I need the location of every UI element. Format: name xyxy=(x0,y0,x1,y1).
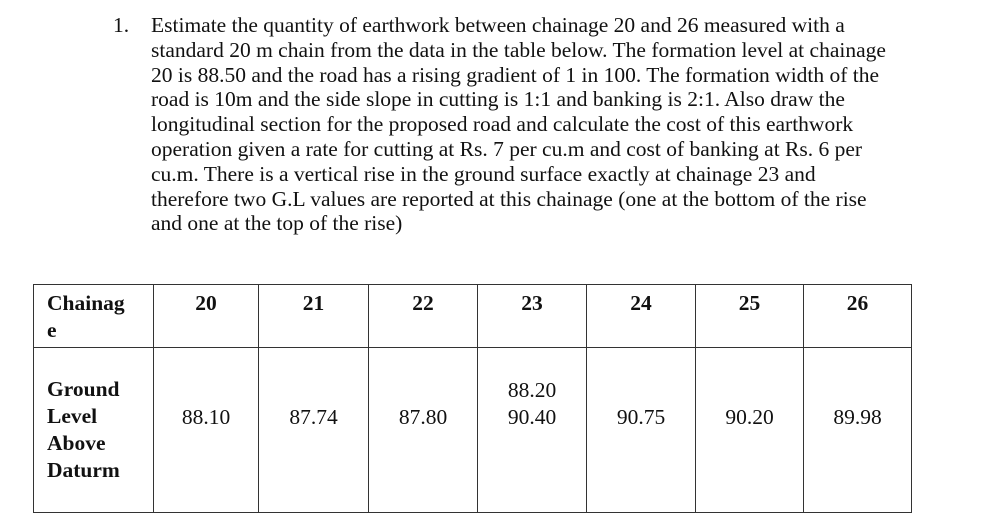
question-line: Estimate the quantity of earthwork between chainage 20 and 26 measured with a xyxy=(151,13,845,37)
row-label: Above xyxy=(47,431,106,455)
chainage-row xyxy=(34,285,912,348)
chainage-header-label: Chainag xyxy=(47,291,125,315)
ground-level-value: 90.75 xyxy=(616,405,666,429)
chainage-cell: 20 xyxy=(154,285,259,348)
chainage-header-label: e xyxy=(47,318,57,342)
question-line: and one at the top of the rise) xyxy=(151,211,403,236)
ground-level-cell xyxy=(478,348,587,513)
ground-level-value: 89.98 xyxy=(833,405,882,429)
question-line: cu.m. There is a vertical rise in the ground surface exactly at chainage 23 and xyxy=(151,161,816,186)
row-label: Level xyxy=(47,404,98,428)
ground-level-value: 87.74 xyxy=(289,405,338,429)
ground-level-header-cell xyxy=(34,348,154,513)
chainage-cell: 21 xyxy=(259,285,369,348)
question-line: therefore two G.L values are reported at this chainage (one at the bottom of the rise xyxy=(151,186,867,211)
row-label: Ground xyxy=(47,377,120,401)
chainage-cell: 24 xyxy=(587,285,696,348)
ground-level-value: 90.20 xyxy=(725,405,774,429)
chainage-cell: 26 xyxy=(804,285,912,348)
question-number: 1. xyxy=(113,13,130,37)
ground-level-value: 87.80 xyxy=(398,405,448,429)
chainage-table xyxy=(33,284,912,513)
ground-level-cell xyxy=(696,348,804,513)
ground-level-value: 88.10 xyxy=(181,405,231,429)
question-line: longitudinal section for the proposed road and calculate the cost of this earthwork xyxy=(151,112,854,137)
ground-level-cell xyxy=(587,348,696,513)
ground-level-row xyxy=(34,348,912,513)
ground-level-cell xyxy=(259,348,369,513)
question-line: 20 is 88.50 and the road has a rising gradient of 1 in 100. The formation width of the xyxy=(151,62,880,87)
question-block xyxy=(113,13,973,236)
ground-level-cell xyxy=(804,348,912,513)
ground-level-value-bottom: 88.20 xyxy=(507,378,557,402)
ground-level-cell xyxy=(369,348,478,513)
row-label: Daturm xyxy=(47,458,120,482)
question-line: standard 20 m chain from the data in the table below. The formation level at chainage xyxy=(151,37,886,62)
ground-level-value-top: 90.40 xyxy=(507,405,557,429)
chainage-cell: 25 xyxy=(696,285,804,348)
chainage-cell: 22 xyxy=(369,285,478,348)
chainage-cell: 23 xyxy=(478,285,587,348)
question-line: operation given a rate for cutting at Rs. 7 per cu.m and cost of banking at Rs. 6 per xyxy=(151,136,863,161)
question-text xyxy=(151,13,963,236)
question-line: road is 10m and the side slope in cutting is 1:1 and banking is 2:1. Also draw the xyxy=(151,87,845,112)
chainage-header-cell xyxy=(34,285,154,348)
ground-level-cell xyxy=(154,348,259,513)
